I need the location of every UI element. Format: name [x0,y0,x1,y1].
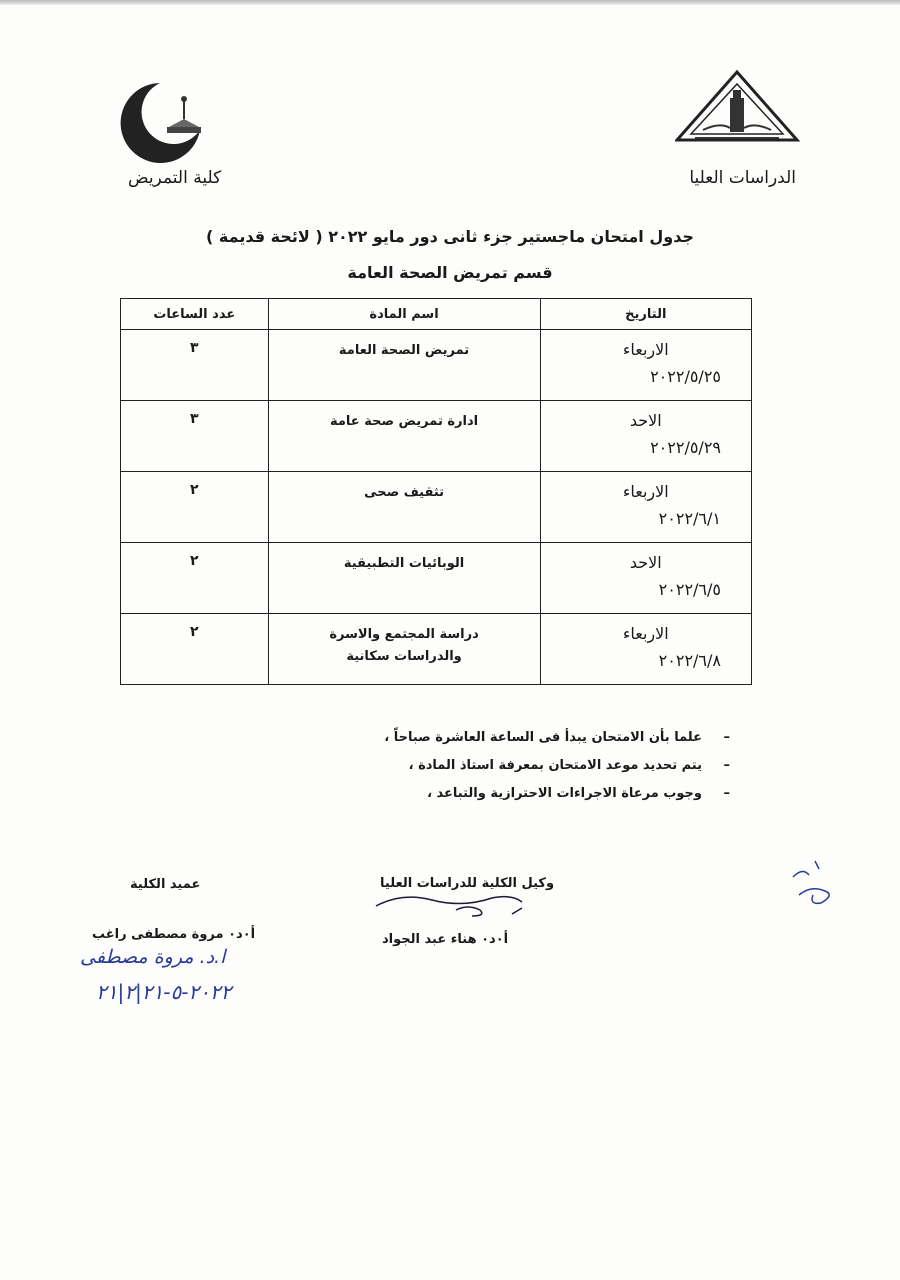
dean-title: عميد الكلية [130,877,201,892]
exam-date: ٢٠٢٢/٥/٢٥ [650,367,721,386]
exam-date: ٢٠٢٢/٦/٨ [658,651,721,670]
subject-name: ادارة تمريض صحة عامة [329,414,479,429]
table-row [121,401,752,472]
faculty-of-nursing-logo-icon [105,75,215,165]
subject-cell [268,330,540,401]
subject-cell [268,401,540,472]
note-dash: – [723,758,730,773]
header-hours: عدد الساعات [121,299,269,330]
table-row [121,543,752,614]
date-cell [540,401,751,472]
subject-name: الوبائيات التطبيقية [343,556,465,571]
benha-university-logo-icon [675,70,800,155]
note-dash: – [723,730,730,745]
note-text: وجوب مرعاة الاجراءات الاحترازية والتباعد ، [427,786,702,801]
day-name: الاربعاء [622,340,669,359]
faculty-caption: كلية التمريض [128,168,222,188]
day-name: الاحد [629,553,662,572]
day-name: الاحد [629,411,662,430]
date-cell [540,330,751,401]
note-item [384,730,730,745]
date-cell [540,614,751,685]
hours-cell [121,330,269,401]
hours-cell [121,614,269,685]
hours-value: ٢ [190,624,199,640]
day-name: الاربعاء [622,624,669,643]
hours-cell [121,472,269,543]
table-row [121,330,752,401]
table-row [121,614,752,685]
table-row [121,472,752,543]
document-title: جدول امتحان ماجستير جزء ثانى دور مايو ٢٠٢٢ ( لائحة قديمة ) [206,227,694,246]
table-header-row [121,299,752,330]
dean-handwritten-signature: ا.د. مروة مصطفى [80,946,226,968]
subject-name-line2: والدراسات سكانية [346,649,462,664]
note-item [384,786,730,801]
exam-schedule-table [120,298,752,685]
note-dash: – [723,786,730,801]
subject-cell [268,543,540,614]
subject-cell [268,614,540,685]
exam-date: ٢٠٢٢/٥/٢٩ [650,438,721,457]
note-item [384,758,730,773]
hours-value: ٢ [190,553,199,569]
exam-date: ٢٠٢٢/٦/١ [658,509,721,528]
hours-value: ٣ [190,411,199,427]
day-name: الاربعاء [622,482,669,501]
subject-cell [268,472,540,543]
dean-name: أ٠د٠ مروة مصطفى راغب [92,927,256,942]
margin-initials-icon [785,855,845,910]
note-text: علما بأن الامتحان يبدأ فى الساعة العاشرة صباحاً ، [384,730,702,745]
note-text: يتم تحديد موعد الامتحان بمعرفة استاذ المادة ، [408,758,702,773]
date-cell [540,472,751,543]
vice-dean-signature-icon [372,888,542,922]
hours-cell [121,543,269,614]
scan-edge [0,0,900,5]
hours-value: ٢ [190,482,199,498]
vice-dean-title: وكيل الكلية للدراسات العليا [380,876,555,891]
subject-name: تمريض الصحة العامة [338,343,470,358]
date-cell [540,543,751,614]
vice-dean-name: أ٠د٠ هناء عبد الجواد [382,932,509,947]
header-subject: اسم المادة [268,299,540,330]
notes-list [384,730,730,814]
hours-cell [121,401,269,472]
postgraduate-caption: الدراسات العليا [689,168,796,188]
subject-name: دراسة المجتمع والاسرة [329,627,479,642]
dean-handwritten-date: ٢٠٢٢-٥-٢١|٢|٢١ [96,980,232,1004]
subject-name: تثقيف صحى [364,485,445,500]
header-date: التاريخ [540,299,751,330]
department-title: قسم تمريض الصحة العامة [347,263,553,282]
exam-date: ٢٠٢٢/٦/٥ [658,580,721,599]
hours-value: ٣ [190,340,199,356]
